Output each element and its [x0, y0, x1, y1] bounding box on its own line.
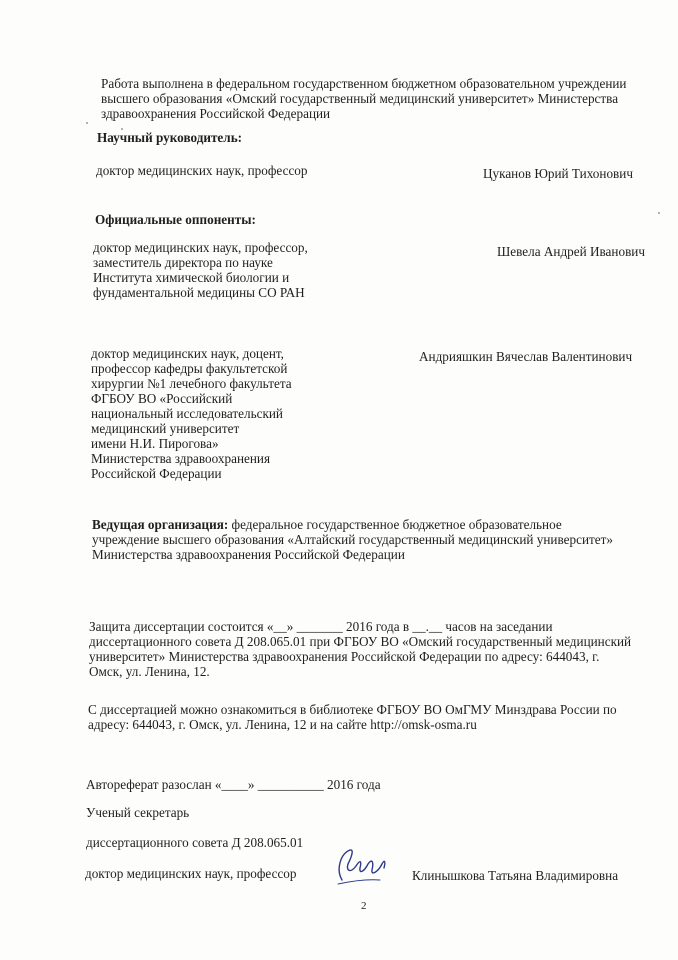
leading-org-label: Ведущая организация: [92, 517, 229, 532]
credential-line: медицинский университет [91, 421, 240, 436]
opponent-1-credentials [93, 240, 308, 300]
leading-org-line: Министерства здравоохранения Российской Федерации [92, 547, 405, 562]
leading-org-paragraph [92, 517, 613, 562]
credential-line: доктор медицинских наук, профессор, [93, 240, 308, 255]
credential-line: доктор медицинских наук, доцент, [91, 346, 284, 361]
credential-line: Министерства здравоохранения [91, 451, 271, 466]
leading-org-text: федеральное государственное бюджетное образовательное [228, 517, 562, 532]
secretary-name: Клинышкова Татьяна Владимировна [412, 868, 619, 883]
leading-org-line: учреждение высшего образования «Алтайский государственный медицинский университет» [92, 532, 613, 547]
intro-line: здравоохранения Российской Федерации [101, 106, 331, 121]
credential-line: профессор кафедры факультетской [91, 361, 288, 376]
library-line: С диссертацией можно ознакомиться в библиотеке ФГБОУ ВО ОмГМУ Минздрава России по [88, 702, 617, 717]
supervisor-heading: Научный руководитель: [97, 130, 243, 145]
scan-speck [658, 212, 660, 214]
credential-line: ФГБОУ ВО «Российский [91, 391, 233, 406]
page-number: 2 [361, 900, 367, 912]
secretary-title: Ученый секретарь [86, 805, 190, 820]
library-paragraph [88, 702, 617, 732]
handwritten-signature [332, 846, 392, 888]
secretary-council: диссертационного совета Д 208.065.01 [86, 835, 304, 850]
opponents-heading: Официальные оппоненты: [95, 212, 256, 227]
credential-line: заместитель директора по науке [93, 255, 273, 270]
intro-line: высшего образования «Омский государственный медицинский университет» Министерства [101, 91, 619, 106]
opponent-2-name: Андрияшкин Вячеслав Валентинович [419, 349, 633, 364]
credential-line: фундаментальной медицины СО РАН [93, 285, 305, 300]
defense-line: университет» Министерства здравоохранения Российской Федерации по адресу: 644043, г. [89, 649, 600, 664]
credential-line: Российской Федерации [91, 466, 222, 481]
intro-paragraph [101, 76, 627, 121]
opponent-1-name: Шевела Андрей Иванович [497, 244, 645, 259]
credential-line: хирургии №1 лечебного факультета [91, 376, 292, 391]
credential-line: национальный исследовательский [91, 406, 283, 421]
defense-line: Омск, ул. Ленина, 12. [89, 664, 210, 679]
scan-speck [86, 122, 88, 124]
defense-paragraph [89, 619, 631, 679]
library-line: адресу: 644043, г. Омск, ул. Ленина, 12 и на сайте http://omsk-osma.ru [88, 717, 477, 732]
defense-line: диссертационного совета Д 208.065.01 при ФГБОУ ВО «Омский государственный медицинский [89, 634, 632, 649]
intro-line: Работа выполнена в федеральном государственном бюджетном образовательном учреждении [101, 76, 627, 91]
opponent-2-credentials [91, 346, 292, 481]
supervisor-name: Цуканов Юрий Тихонович [483, 166, 633, 181]
supervisor-title: доктор медицинских наук, профессор [96, 163, 308, 178]
secretary-degree: доктор медицинских наук, профессор [85, 866, 297, 881]
abstract-sent-line: Автореферат разослан «____» __________ 2016 года [86, 777, 381, 792]
defense-line: Защита диссертации состоится «__» _______ 2016 года в __.__ часов на заседании [89, 619, 553, 634]
credential-line: имени Н.И. Пирогова» [91, 436, 219, 451]
credential-line: Института химической биологии и [93, 270, 290, 285]
